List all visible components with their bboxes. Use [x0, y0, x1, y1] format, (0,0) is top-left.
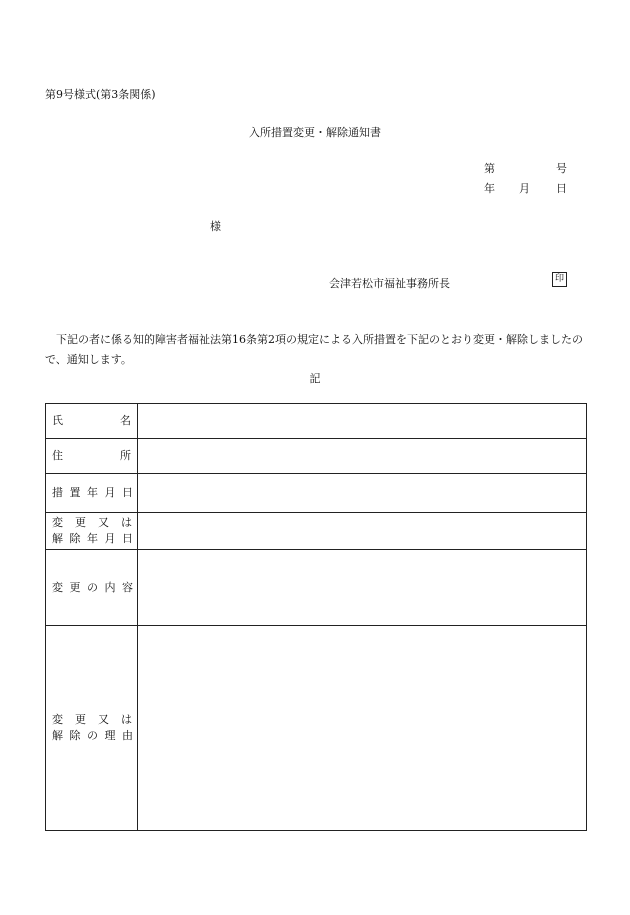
label-char: 日	[122, 486, 133, 499]
label-char: 年	[87, 486, 98, 499]
label-char: の	[87, 580, 98, 594]
label-char: 又	[98, 713, 109, 726]
change-or-cancel-reason-field[interactable]	[138, 626, 587, 831]
label-char: 解	[52, 532, 63, 545]
label-char: 更	[69, 580, 81, 594]
label-char: 氏	[52, 414, 63, 427]
table-row	[46, 626, 587, 831]
label-char: 由	[122, 729, 133, 742]
label-char: 月	[104, 486, 116, 499]
number-prefix-label: 第	[484, 162, 495, 175]
label-char: 更	[75, 516, 86, 529]
day-label: 日	[556, 182, 567, 195]
table-row	[46, 513, 587, 550]
ki-heading: 記	[309, 372, 321, 385]
label-char: 除	[69, 532, 81, 545]
label-char: は	[121, 516, 132, 529]
label-char: 月	[104, 532, 116, 545]
table-row	[46, 439, 587, 474]
seal-icon: 印	[552, 272, 567, 287]
label-char: 容	[122, 580, 133, 594]
row-label-change-date	[46, 513, 138, 550]
change-details-field[interactable]	[138, 550, 587, 626]
label-char: 除	[69, 729, 81, 742]
year-label: 年	[484, 182, 495, 195]
label-char: 理	[104, 729, 116, 742]
table-row	[46, 550, 587, 626]
label-char: 日	[122, 532, 133, 545]
label-char: 変	[52, 516, 63, 529]
label-char: 措	[52, 486, 63, 499]
table-row	[46, 474, 587, 513]
row-label-name	[46, 404, 138, 439]
placement-date-field[interactable]	[138, 474, 587, 513]
label-char: 内	[104, 580, 116, 594]
change-or-cancel-date-field[interactable]	[138, 513, 587, 550]
table-row	[46, 404, 587, 439]
notice-form-table	[45, 403, 587, 831]
label-char: 住	[52, 449, 63, 462]
address-field[interactable]	[138, 439, 587, 474]
notice-body-text: 下記の者に係る知的障害者福祉法第16条第2項の規定による入所措置を下記のとおり変更・解除しましたので、通知します。	[45, 333, 583, 366]
row-label-change-details	[46, 550, 138, 626]
row-label-address	[46, 439, 138, 474]
month-label: 月	[519, 182, 530, 195]
label-char: 変	[52, 713, 63, 726]
row-label-change-reason	[46, 626, 138, 831]
label-char: 解	[52, 729, 63, 742]
addressee-honorific: 様	[210, 220, 221, 233]
document-title: 入所措置変更・解除通知書	[249, 126, 381, 139]
label-char: の	[87, 729, 98, 742]
form-number: 第9号様式(第3条関係)	[45, 88, 156, 101]
issuer-name: 会津若松市福祉事務所長	[329, 277, 450, 290]
name-field[interactable]	[138, 404, 587, 439]
label-char: 年	[87, 532, 98, 545]
label-char: 変	[52, 580, 63, 594]
label-char: 所	[120, 449, 131, 462]
label-char: 名	[120, 414, 131, 427]
label-char: 置	[69, 486, 81, 499]
label-char: は	[121, 713, 132, 726]
row-label-placement-date	[46, 474, 138, 513]
number-suffix-label: 号	[556, 162, 567, 175]
label-char: 又	[98, 516, 109, 529]
label-char: 更	[75, 713, 86, 726]
